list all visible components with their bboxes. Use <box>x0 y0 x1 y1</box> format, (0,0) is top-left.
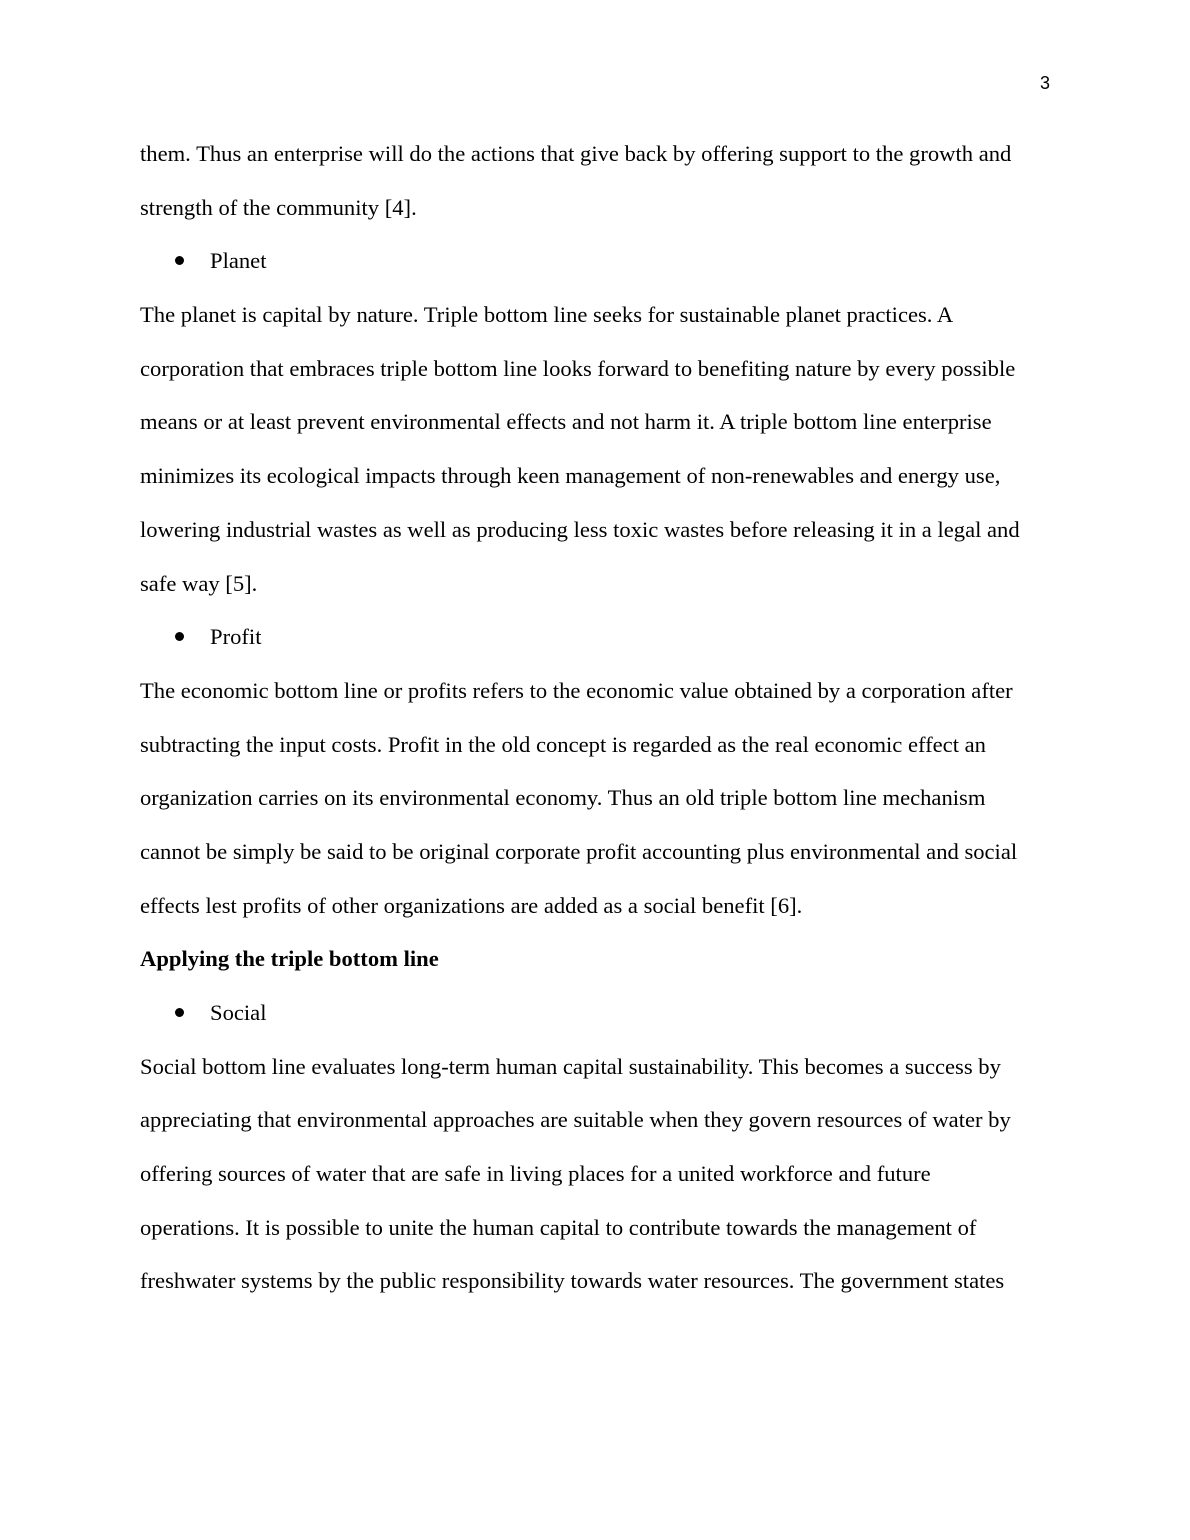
text-line: lowering industrial wastes as well as producing less toxic wastes before releasing it in a legal and <box>140 516 1020 542</box>
document-body <box>140 127 1052 1308</box>
bullet-item-profit <box>140 610 1052 664</box>
text-line: subtracting the input costs. Profit in the old concept is regarded as the real economic effect an <box>140 731 986 757</box>
paragraph-community <box>140 127 1052 234</box>
bullet-label: Social <box>210 1000 267 1025</box>
bullet-dot-icon <box>175 256 184 265</box>
text-line: The economic bottom line or profits refers to the economic value obtained by a corporation after <box>140 677 1013 703</box>
bullet-item-planet <box>140 234 1052 288</box>
paragraph-planet <box>140 288 1052 610</box>
text-line: safe way [5]. <box>140 570 258 596</box>
bullet-dot-icon <box>175 632 184 641</box>
paragraph-profit <box>140 664 1052 932</box>
section-heading: Applying the triple bottom line <box>140 946 439 972</box>
bullet-dot-icon <box>175 1008 184 1017</box>
text-line: freshwater systems by the public responsibility towards water resources. The government states <box>140 1268 1005 1294</box>
text-line: minimizes its ecological impacts through keen management of non-renewables and energy use, <box>140 463 1001 489</box>
text-line: means or at least prevent environmental effects and not harm it. A triple bottom line enterprise <box>140 409 992 435</box>
text-line: strength of the community [4]. <box>140 194 417 220</box>
bullet-item-social <box>140 986 1052 1040</box>
text-line: appreciating that environmental approaches are suitable when they govern resources of water by <box>140 1107 1011 1133</box>
page-number: 3 <box>1039 73 1050 93</box>
paragraph-social <box>140 1040 1052 1308</box>
text-line: them. Thus an enterprise will do the actions that give back by offering support to the growth and <box>140 141 1012 166</box>
text-line: The planet is capital by nature. Triple bottom line seeks for sustainable planet practices. A <box>140 302 954 328</box>
bullet-label: Planet <box>210 248 267 274</box>
text-line: organization carries on its environmental economy. Thus an old triple bottom line mechanism <box>140 785 986 811</box>
text-line: effects lest profits of other organizations are added as a social benefit [6]. <box>140 892 803 918</box>
text-line: Social bottom line evaluates long-term human capital sustainability. This becomes a success by <box>140 1053 1001 1079</box>
bullet-label: Profit <box>210 624 262 650</box>
text-line: operations. It is possible to unite the human capital to contribute towards the management of <box>140 1214 977 1240</box>
text-line: corporation that embraces triple bottom line looks forward to benefiting nature by every possible <box>140 355 1016 381</box>
text-line: offering sources of water that are safe in living places for a united workforce and future <box>140 1161 931 1187</box>
text-line: cannot be simply be said to be original corporate profit accounting plus environmental and social <box>140 838 1018 864</box>
